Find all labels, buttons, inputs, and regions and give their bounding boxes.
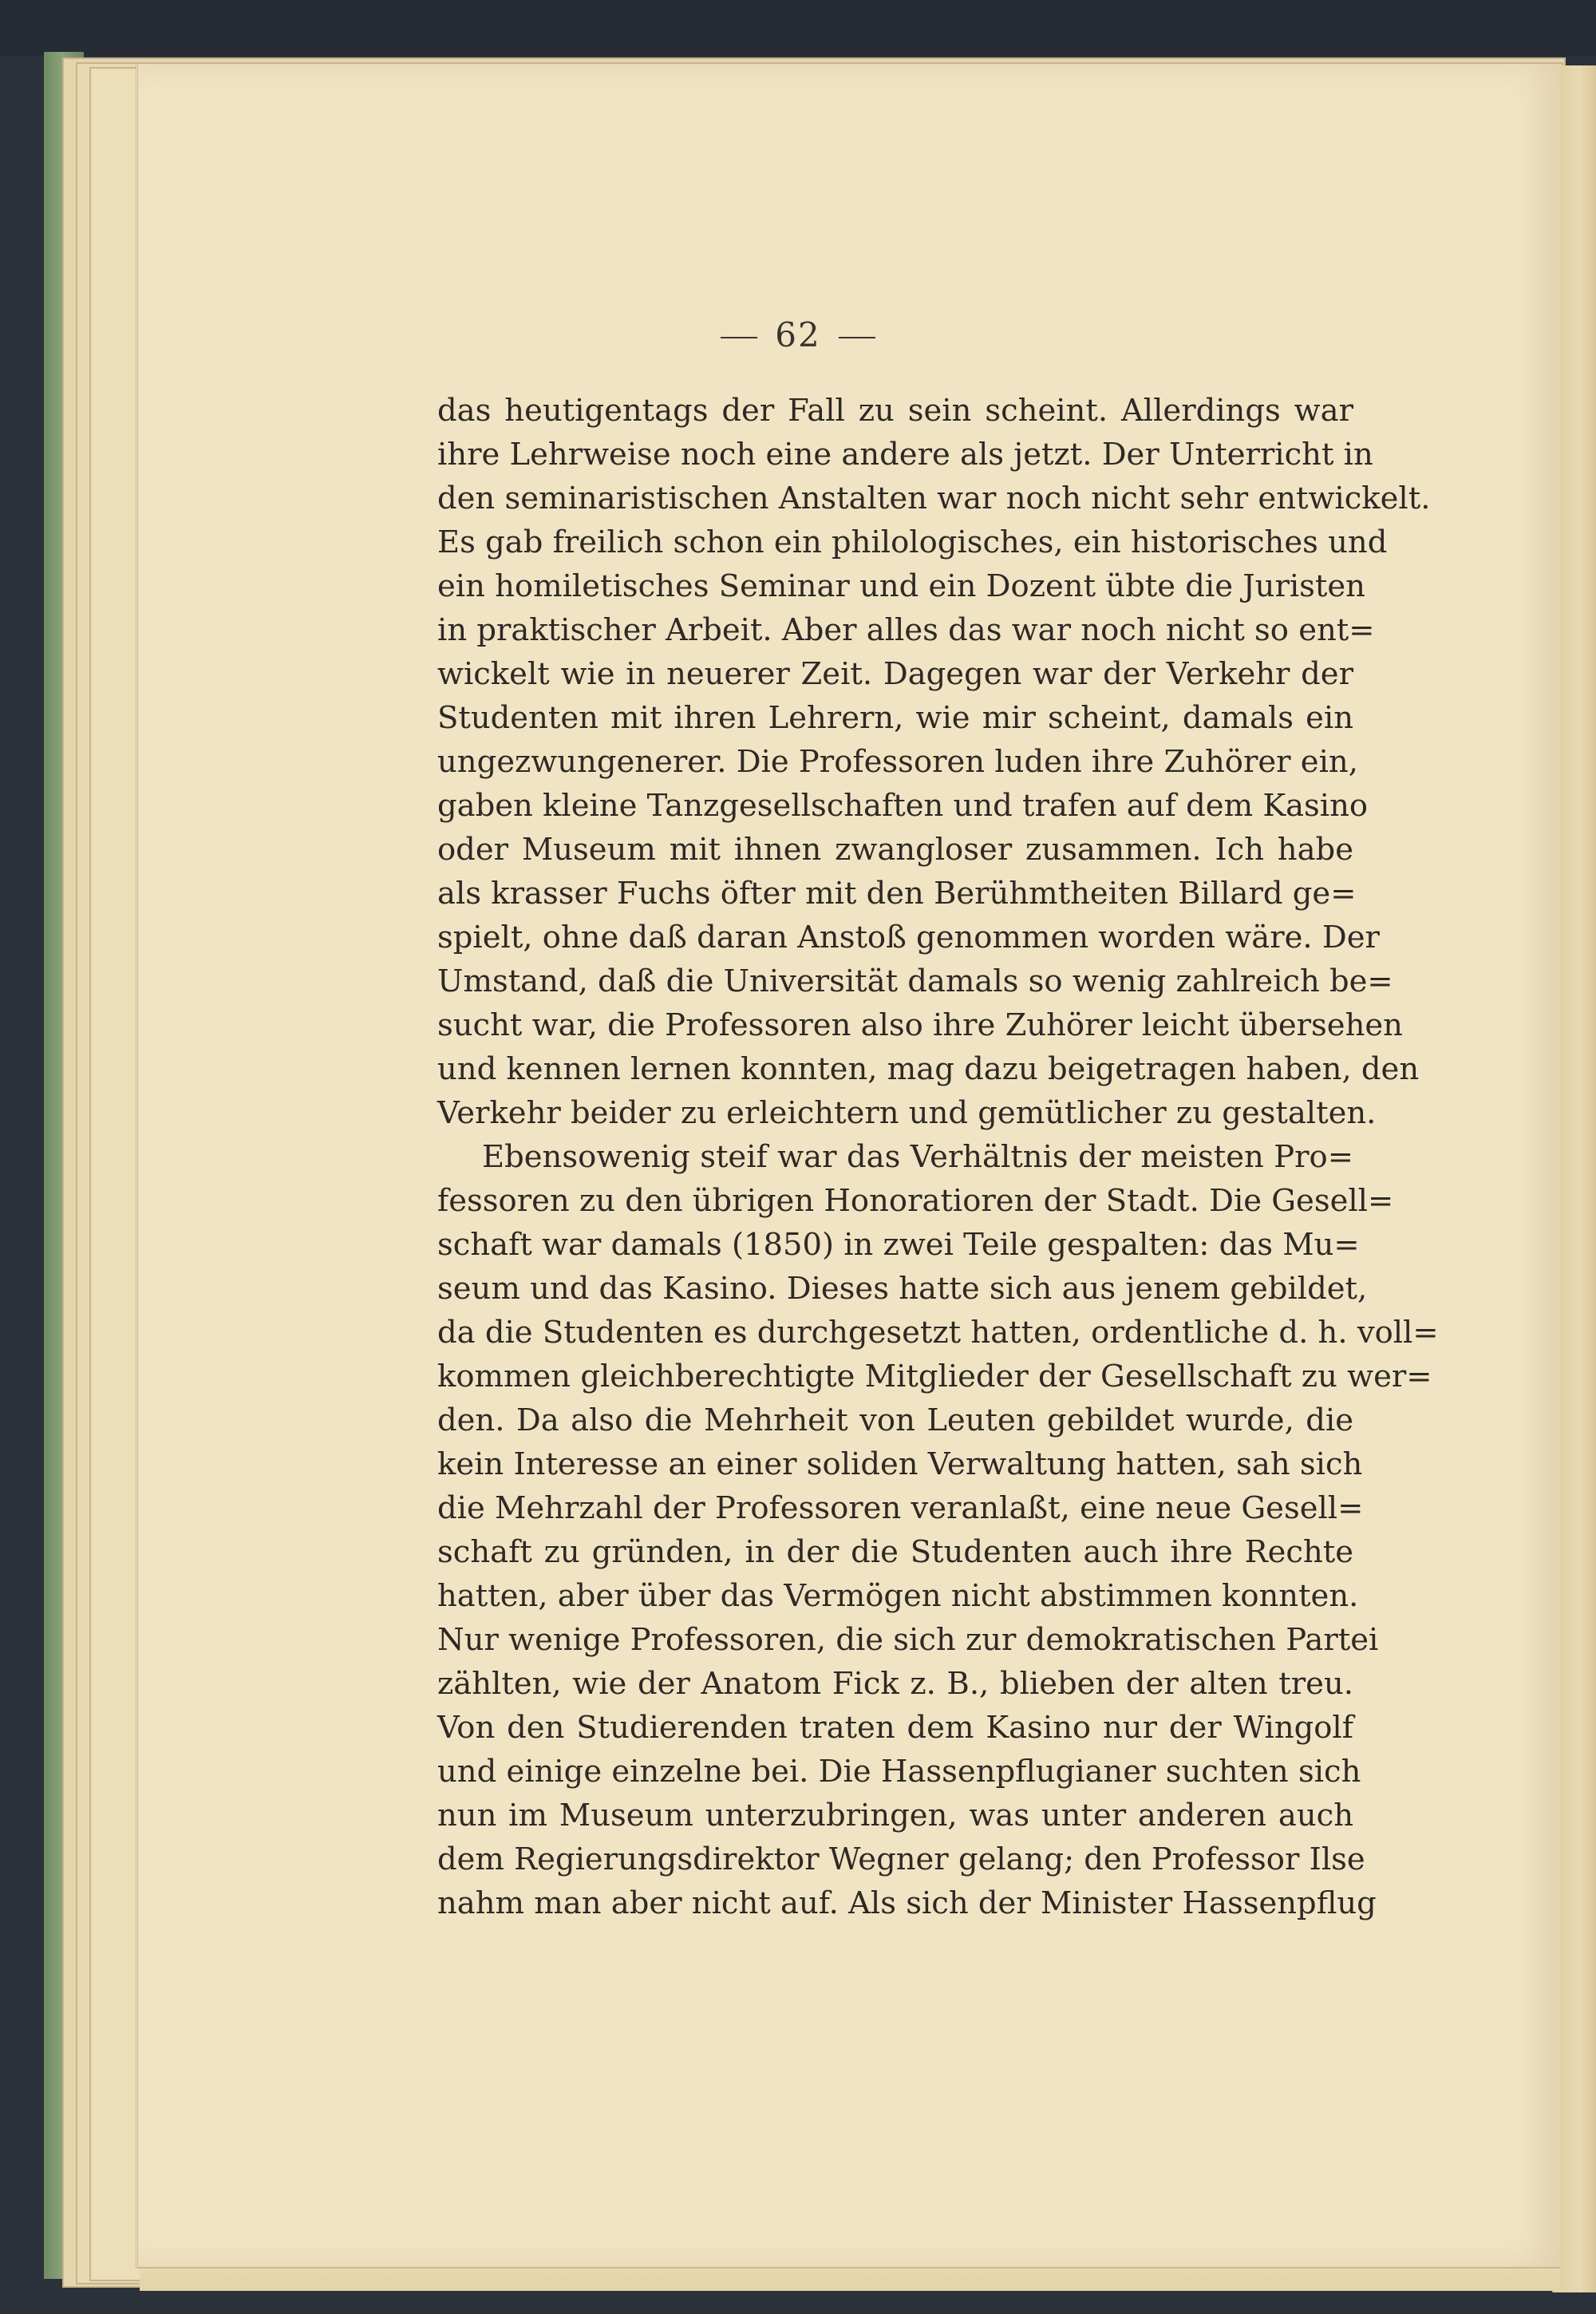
text-line: Von den Studierenden traten dem Kasino nur der Wingolf xyxy=(437,1710,1353,1746)
text-line: das heutigentags der Fall zu sein scheint. Allerdings war xyxy=(437,393,1353,429)
page-header xyxy=(0,315,1596,354)
text-line: die Mehrzahl der Professoren veranlaßt, eine neue Gesell= xyxy=(437,1490,1364,1526)
text-line: sucht war, die Professoren also ihre Zuhörer leicht übersehen xyxy=(437,1007,1403,1043)
text-line: kein Interesse an einer soliden Verwaltung hatten, sah sich xyxy=(437,1446,1363,1482)
text-line: da die Studenten es durchgesetzt hatten, ordentliche d. h. voll= xyxy=(437,1315,1439,1351)
text-line: Es gab freilich schon ein philologisches, ein historisches und xyxy=(437,524,1388,560)
text-line: den seminaristischen Anstalten war noch nicht sehr entwickelt. xyxy=(437,481,1431,516)
text-line: gaben kleine Tanzgesellschaften und trafen auf dem Kasino xyxy=(437,788,1369,824)
text-line: und kennen lernen konnten, mag dazu beigetragen haben, den xyxy=(437,1051,1420,1087)
text-line: fessoren zu den übrigen Honoratioren der Stadt. Die Gesell= xyxy=(437,1183,1394,1219)
header-dash xyxy=(839,337,875,338)
text-line: schaft zu gründen, in der die Studenten auch ihre Rechte xyxy=(437,1534,1353,1570)
body-text xyxy=(437,389,1439,1925)
text-line: Nur wenige Professoren, die sich zur demokratischen Partei xyxy=(437,1622,1379,1658)
text-line: ihre Lehrweise noch eine andere als jetzt. Der Unterricht in xyxy=(437,437,1373,473)
text-line: nun im Museum unterzubringen, was unter anderen auch xyxy=(437,1798,1353,1833)
text-line: nahm man aber nicht auf. Als sich der Minister Hassenpflug xyxy=(437,1885,1377,1921)
text-line: als krasser Fuchs öfter mit den Berühmtheiten Billard ge= xyxy=(437,876,1357,912)
page-number: 62 xyxy=(775,315,821,354)
text-line: seum und das Kasino. Dieses hatte sich aus jenem gebildet, xyxy=(437,1271,1368,1307)
text-line: oder Museum mit ihnen zwangloser zusammen. Ich habe xyxy=(437,832,1353,868)
text-line: Umstand, daß die Universität damals so wenig zahlreich be= xyxy=(437,963,1393,999)
backdrop xyxy=(0,0,1596,56)
text-line: zählten, wie der Anatom Fick z. B., blieben der alten treu. xyxy=(437,1666,1353,1702)
text-line: den. Da also die Mehrheit von Leuten gebildet wurde, die xyxy=(437,1402,1353,1438)
header-dash xyxy=(721,337,757,338)
text-line: wickelt wie in neuerer Zeit. Dagegen war der Verkehr der xyxy=(437,656,1353,692)
text-line: in praktischer Arbeit. Aber alles das war noch nicht so ent= xyxy=(437,612,1375,648)
text-line: hatten, aber über das Vermögen nicht abstimmen konnten. xyxy=(437,1578,1359,1614)
text-line: Studenten mit ihren Lehrern, wie mir scheint, damals ein xyxy=(437,700,1353,736)
text-line: ein homiletisches Seminar und ein Dozent übte die Juristen xyxy=(437,568,1365,604)
text-line: spielt, ohne daß daran Anstoß genommen worden wäre. Der xyxy=(437,920,1380,955)
text-line: und einige einzelne bei. Die Hassenpflugianer suchten sich xyxy=(437,1754,1361,1790)
text-line: Ebensowenig steif war das Verhältnis der meisten Pro= xyxy=(482,1139,1353,1175)
text-line: kommen gleichberechtigte Mitglieder der Gesellschaft zu wer= xyxy=(437,1359,1432,1394)
text-line: Verkehr beider zu erleichtern und gemütlicher zu gestalten. xyxy=(437,1095,1377,1131)
text-line: ungezwungenerer. Die Professoren luden ihre Zuhörer ein, xyxy=(437,744,1358,780)
text-line: dem Regierungsdirektor Wegner gelang; den Professor Ilse xyxy=(437,1841,1365,1877)
text-line: schaft war damals (1850) in zwei Teile gespalten: das Mu= xyxy=(437,1227,1360,1263)
